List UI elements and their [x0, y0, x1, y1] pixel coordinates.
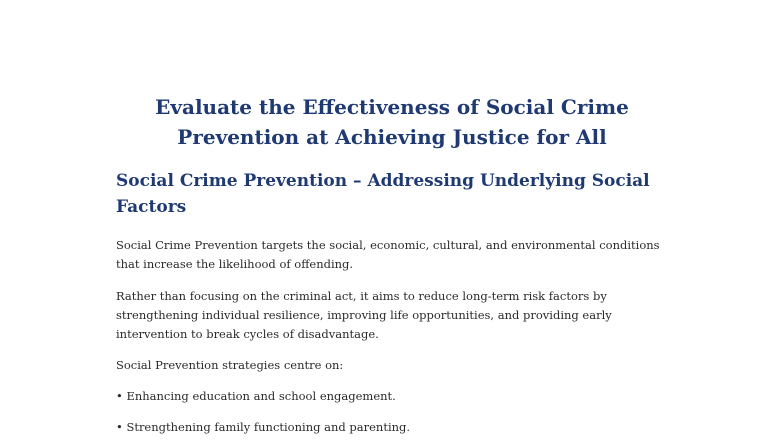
document-title-line-1: Evaluate the Effectiveness of Social Crime	[155, 95, 629, 119]
bullet-item: • Enhancing education and school engagement.	[116, 389, 396, 403]
document-title-line-2: Prevention at Achieving Justice for All	[177, 125, 607, 149]
paragraph-2-line-2: strengthening individual resilience, improving life opportunities, and providing early	[116, 308, 612, 322]
paragraph-1-line-1: Social Crime Prevention targets the social, economic, cultural, and environmental conditions	[116, 238, 660, 252]
paragraph-3: Social Prevention strategies centre on:	[116, 358, 344, 372]
paragraph-2-line-3: intervention to break cycles of disadvantage.	[116, 327, 379, 341]
section-heading-line-1: Social Crime Prevention – Addressing Underlying Social	[116, 171, 650, 191]
bullet-item: • Strengthening family functioning and parenting.	[116, 420, 411, 434]
paragraph-1-line-2: that increase the likelihood of offending.	[116, 257, 354, 271]
paragraph-2-line-1: Rather than focusing on the criminal act, it aims to reduce long-term risk factors by	[116, 289, 607, 303]
section-heading-line-2: Factors	[116, 197, 187, 217]
